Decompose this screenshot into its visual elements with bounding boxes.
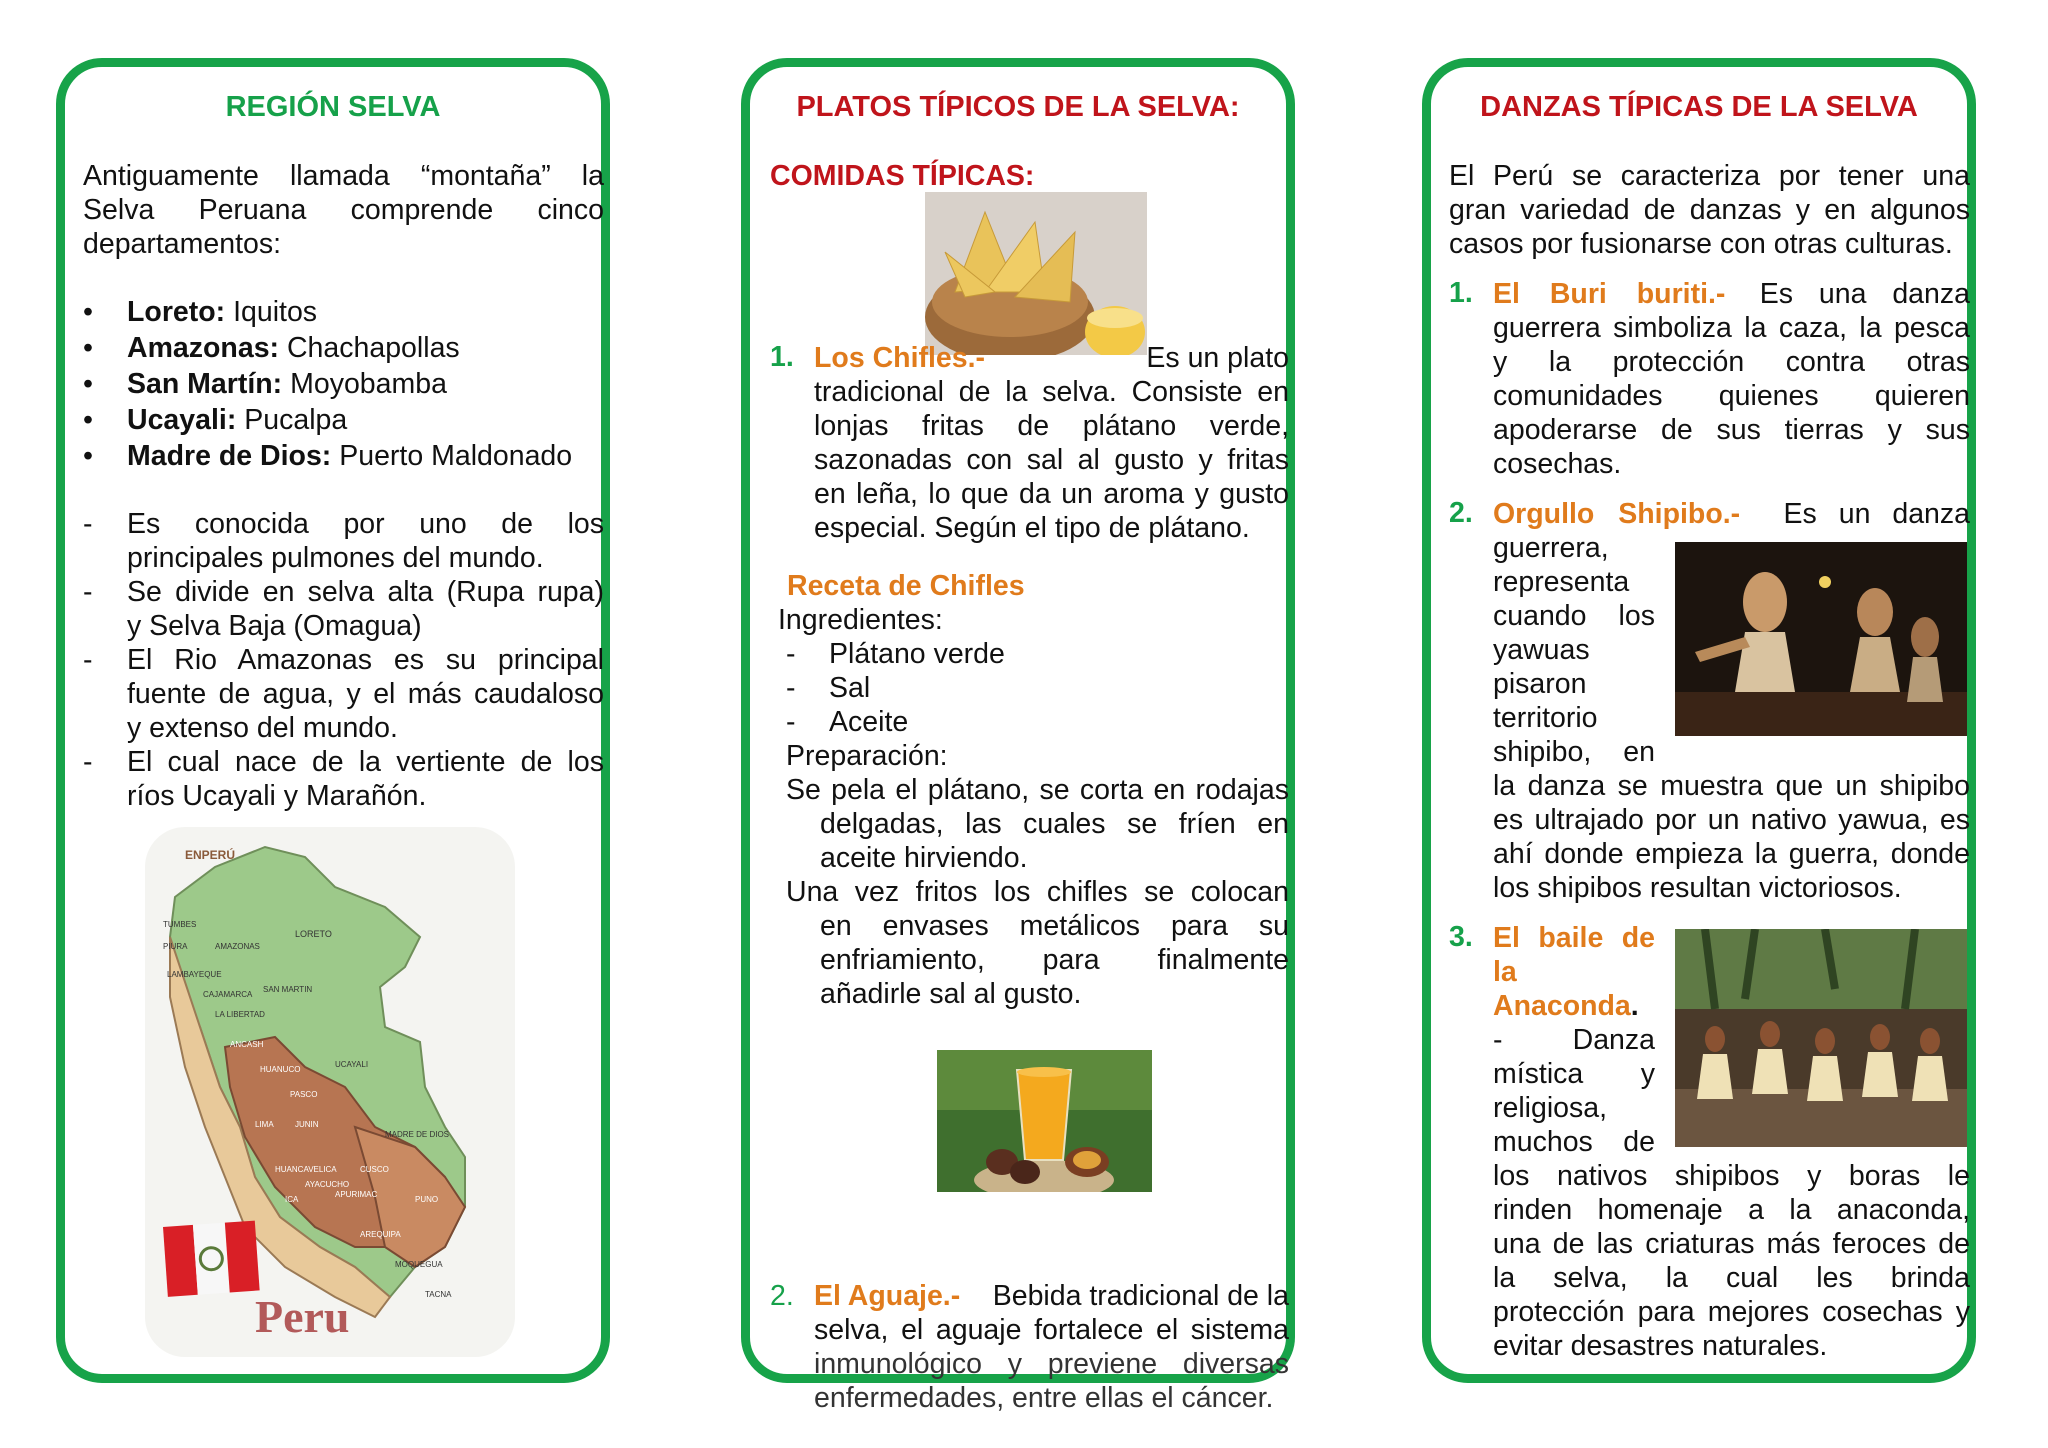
dance-title: la <box>1493 956 1517 988</box>
item-number: 2. <box>770 1280 794 1312</box>
preparation-line: Se pela el plátano, se corta en rodajas <box>786 774 1289 806</box>
item-line: es ultrajado por un nativo yawua, es <box>1493 804 1970 836</box>
item-line: tradicional de la selva. Consiste en <box>814 376 1289 408</box>
item-line: yawuas <box>1493 634 1590 666</box>
peru-flag-icon <box>163 1221 260 1297</box>
item-line: comunidades quienes quieren <box>1493 380 1970 412</box>
dash: - <box>83 746 93 778</box>
item-line: inmunológico y previene diversas <box>814 1348 1289 1380</box>
item-line: representa <box>1493 566 1630 598</box>
item-line: Es un plato <box>1146 342 1289 374</box>
map-label: ANCASH <box>230 1040 264 1049</box>
department-name: Ucayali: <box>127 404 237 436</box>
intro-line: El Perú se caracteriza por tener una <box>1449 160 1970 192</box>
item-line: los shipibos resultan victoriosos. <box>1493 872 1902 904</box>
map-label: LIMA <box>255 1120 274 1129</box>
ingredient-item: Sal <box>829 672 871 704</box>
peru-map-graphic <box>145 827 515 1357</box>
item-line: enfermedades, entre ellas el cáncer. <box>814 1382 1274 1414</box>
item-line: - Danza <box>1493 1024 1655 1056</box>
map-label: CUSCO <box>360 1165 389 1174</box>
chifles-image <box>925 192 1147 355</box>
map-label: AREQUIPA <box>360 1230 401 1239</box>
panel-title: DANZAS TÍPICAS DE LA SELVA <box>1480 91 1918 123</box>
bullet: • <box>83 404 93 436</box>
intro-line: gran variedad de danzas y en algunos <box>1449 194 1970 226</box>
list-item <box>83 367 447 401</box>
dash: - <box>83 508 93 540</box>
item-line: especial. Según el tipo de plátano. <box>814 512 1250 544</box>
item-line: los nativos shipibos y boras le <box>1493 1160 1970 1192</box>
item-number: 1. <box>1449 277 1473 309</box>
intro-line: departamentos: <box>83 228 282 260</box>
bullet: • <box>83 368 93 400</box>
item-first-line <box>814 1279 1289 1313</box>
item-line: una de las criaturas más feroces de <box>1493 1228 1970 1260</box>
dash: - <box>786 706 796 738</box>
intro-line: Antiguamente llamada “montaña” la <box>83 160 604 192</box>
preparation-line: enfriamiento, para finalmente <box>820 944 1289 976</box>
peru-map-image <box>145 827 515 1357</box>
list-item <box>83 439 573 473</box>
map-label: TACNA <box>425 1290 452 1299</box>
item-first-line <box>1493 277 1970 311</box>
map-label: PIURA <box>163 942 188 951</box>
item-line: la danza se muestra que un shipibo <box>1493 770 1970 802</box>
map-label: TUMBES <box>163 920 197 929</box>
map-label: HUANCAVELICA <box>275 1165 337 1174</box>
item-line: territorio <box>1493 702 1598 734</box>
dance-title: El Buri buriti.- <box>1493 278 1726 310</box>
intro-line: Selva Peruana comprende cinco <box>83 194 604 226</box>
department-name: Madre de Dios: <box>127 440 332 472</box>
department-city: Pucalpa <box>236 404 348 436</box>
dance-title: Anaconda <box>1493 990 1631 1022</box>
item-line: apoderarse de sus tierras y sus <box>1493 414 1970 446</box>
map-label: APURIMAC <box>335 1190 378 1199</box>
dance-title-line <box>1493 989 1639 1023</box>
bullet: • <box>83 332 93 364</box>
dash: - <box>83 644 93 676</box>
item-line: selva, el aguaje fortalece el sistema <box>814 1314 1289 1346</box>
preparation-line: añadirle sal al gusto. <box>820 978 1082 1010</box>
dash: - <box>786 672 796 704</box>
department-name: Amazonas: <box>127 332 280 364</box>
fact-line: Se divide en selva alta (Rupa rupa) <box>127 576 604 608</box>
title-period: . <box>1630 990 1639 1022</box>
ingredient-item: Plátano verde <box>829 638 1005 670</box>
fact-line: El Rio Amazonas es su principal <box>127 644 604 676</box>
department-city: Moyobamba <box>282 368 447 400</box>
item-line: cosechas. <box>1493 448 1622 480</box>
map-label: MOQUEGUA <box>395 1260 443 1269</box>
dash: - <box>786 638 796 670</box>
item-line: y la protección contra otras <box>1493 346 1970 378</box>
item-line: la selva, la cual les brinda <box>1493 1262 1970 1294</box>
fact-line: y extenso del mundo. <box>127 712 398 744</box>
fact-line: fuente de agua, y el más caudaloso <box>127 678 604 710</box>
dance-title: Orgullo Shipibo.- <box>1493 498 1741 530</box>
dash: - <box>83 576 93 608</box>
item-number: 2. <box>1449 497 1473 529</box>
item-line: ahí donde empieza la guerra, donde <box>1493 838 1970 870</box>
panel-region-selva <box>56 58 610 1383</box>
bullet: • <box>83 296 93 328</box>
intro-line: casos por fusionarse con otras culturas. <box>1449 228 1953 260</box>
item-first-line <box>1493 497 1970 531</box>
panel-danzas-tipicas <box>1422 58 1976 1383</box>
item-line: pisaron <box>1493 668 1587 700</box>
map-label: ICA <box>285 1195 299 1204</box>
map-label: HUANUCO <box>260 1065 301 1074</box>
map-label: UCAYALI <box>335 1060 369 1069</box>
map-label: AMAZONAS <box>215 942 260 951</box>
map-label: PUNO <box>415 1195 439 1204</box>
preparation-line: en envases metálicos para su <box>820 910 1289 942</box>
ingredient-item: Aceite <box>829 706 909 738</box>
item-line: shipibo, en <box>1493 736 1655 768</box>
peru-logo: Peru <box>255 1291 350 1342</box>
fact-line: ríos Ucayali y Marañón. <box>127 780 427 812</box>
department-name: San Martín: <box>127 368 283 400</box>
bullet: • <box>83 440 93 472</box>
orgullo-shipibo-image <box>1675 542 1967 736</box>
panel-platos-tipicos <box>741 58 1295 1414</box>
item-line: Es una danza <box>1759 278 1970 310</box>
anaconda-dance-image <box>1675 929 1967 1147</box>
chifles-graphic <box>925 192 1147 355</box>
dish-title: Los Chifles.- <box>814 342 986 374</box>
map-label: MADRE DE DIOS <box>385 1130 450 1139</box>
department-name: Loreto: <box>127 296 226 328</box>
item-line: Bebida tradicional de la <box>992 1280 1289 1312</box>
item-line: religiosa, <box>1493 1092 1608 1124</box>
fact-line: El cual nace de la vertiente de los <box>127 746 604 778</box>
map-label: LORETO <box>295 929 332 939</box>
map-label: SAN MARTIN <box>263 985 313 994</box>
item-line: sazonadas con sal al gusto y fritas <box>814 444 1289 476</box>
drink-title: El Aguaje.- <box>814 1280 961 1312</box>
orgullo-shipibo-graphic <box>1675 542 1967 736</box>
map-label: AYACUCHO <box>305 1180 350 1189</box>
map-label: LAMBAYEQUE <box>167 970 222 979</box>
preparation-label: Preparación: <box>786 740 948 772</box>
aguaje-image <box>937 1050 1152 1192</box>
item-line: guerrera simboliza la caza, la pesca <box>1493 312 1970 344</box>
dance-title: El baile de <box>1493 922 1655 954</box>
section-heading: COMIDAS TÍPICAS: <box>770 160 1035 192</box>
item-first-line <box>814 341 1289 375</box>
item-number: 3. <box>1449 921 1473 953</box>
anaconda-dance-graphic <box>1675 929 1967 1147</box>
recipe-title: Receta de Chifles <box>787 570 1025 602</box>
item-line: muchos de <box>1493 1126 1655 1158</box>
department-city: Chachapollas <box>279 332 460 364</box>
item-line: guerrera, <box>1493 532 1609 564</box>
list-item <box>83 331 460 365</box>
preparation-line: Una vez fritos los chifles se colocan <box>786 876 1289 908</box>
map-label: CAJAMARCA <box>203 990 253 999</box>
fact-line: Es conocida por uno de los <box>127 508 604 540</box>
department-city: Iquitos <box>225 296 318 328</box>
department-city: Puerto Maldonado <box>331 440 573 472</box>
item-line: lonjas fritas de plátano verde, <box>814 410 1289 442</box>
map-label: LA LIBERTAD <box>215 1010 265 1019</box>
map-label: PASCO <box>290 1090 318 1099</box>
fact-line: y Selva Baja (Omagua) <box>127 610 422 642</box>
map-label: JUNIN <box>295 1120 319 1129</box>
item-line: mística y <box>1493 1058 1655 1090</box>
item-line: Es un danza <box>1783 498 1970 530</box>
item-line: cuando los <box>1493 600 1655 632</box>
panel-title: REGIÓN SELVA <box>225 91 441 123</box>
item-line: evitar desastres naturales. <box>1493 1330 1828 1362</box>
map-header: ENPERÚ <box>185 848 236 862</box>
preparation-line: delgadas, las cuales se fríen en <box>820 808 1289 840</box>
preparation-line: aceite hirviendo. <box>820 842 1028 874</box>
item-line: rinden homenaje a la anaconda, <box>1493 1194 1970 1226</box>
fact-line: principales pulmones del mundo. <box>127 542 544 574</box>
list-item <box>83 295 318 329</box>
panel-title: PLATOS TÍPICOS DE LA SELVA: <box>796 91 1240 123</box>
aguaje-graphic <box>937 1050 1152 1192</box>
ingredients-label: Ingredientes: <box>778 604 943 636</box>
item-line: protección para mejores cosechas y <box>1493 1296 1970 1328</box>
item-line: en leña, lo que da un aroma y gusto <box>814 478 1289 510</box>
item-number: 1. <box>770 341 794 373</box>
list-item <box>83 403 348 437</box>
